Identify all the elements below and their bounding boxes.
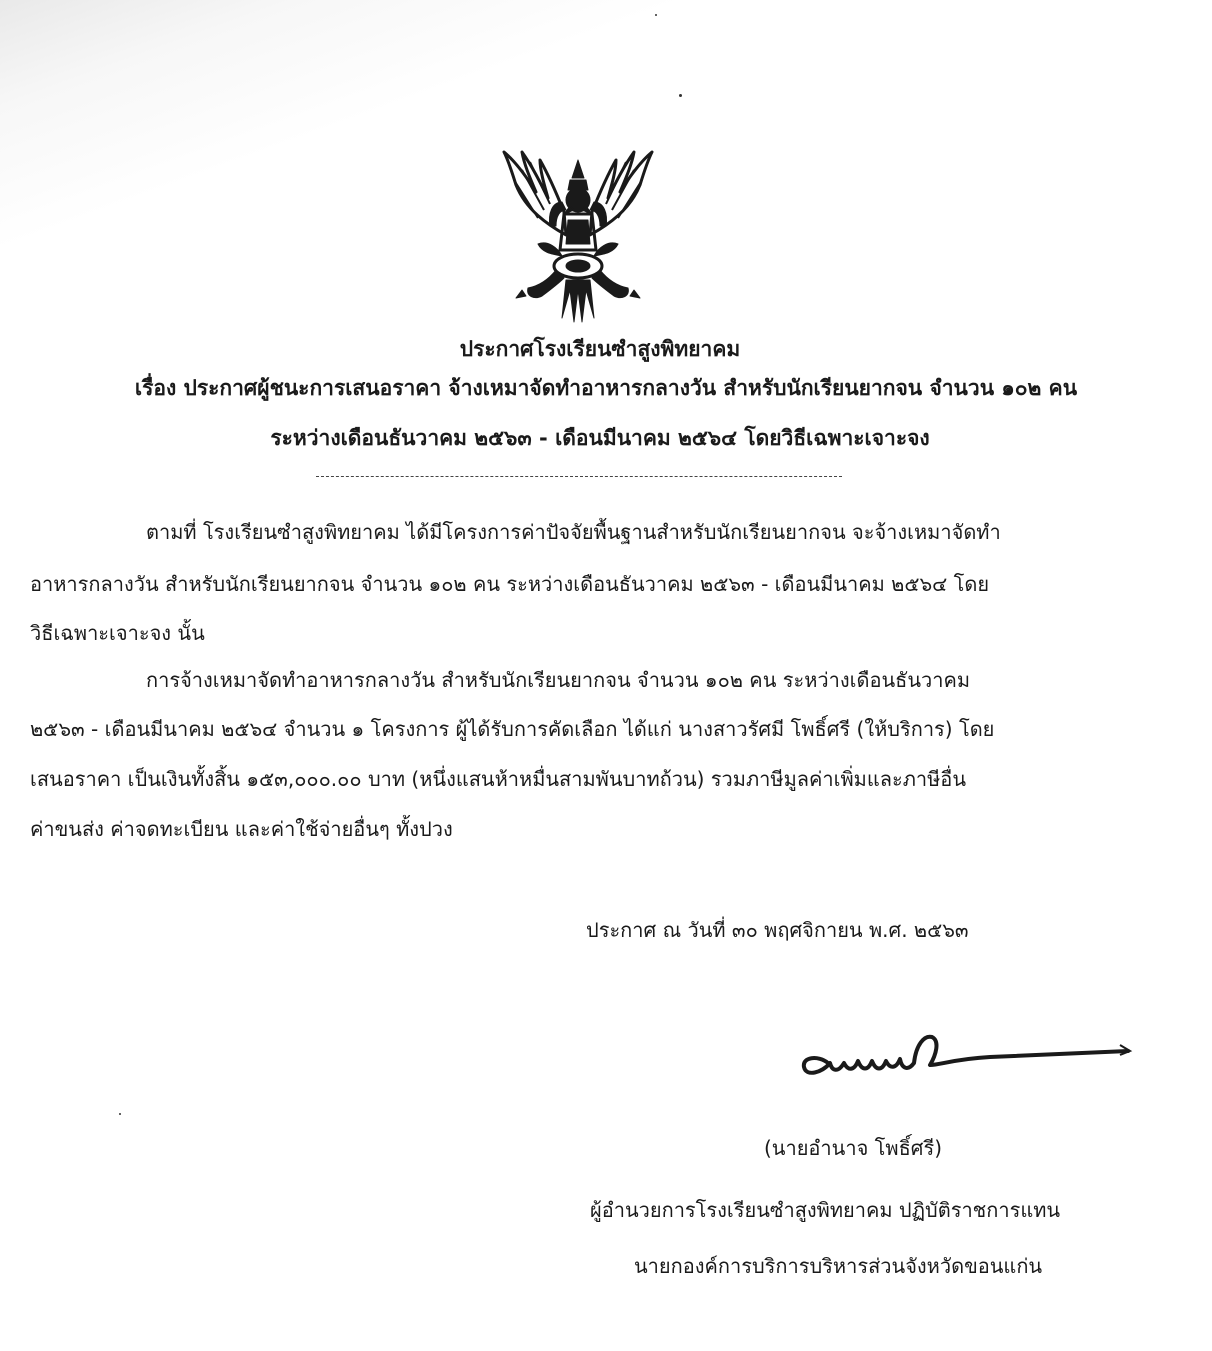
handwritten-signature bbox=[790, 1025, 1135, 1095]
signer-name: (นายอำนาจ โพธิ์ศรี) bbox=[764, 1136, 943, 1160]
paragraph-2-line-3: เสนอราคา เป็นเงินทั้งสิ้น ๑๕๓,๐๐๐.๐๐ บาท (หนึ่งแสนห้าหมื่นสามพันบาทถ้วน) รวมภาษีมูลค่าเพิ่มและภาษีอื่น bbox=[30, 767, 966, 791]
document-subject-line-1: เรื่อง ประกาศผู้ชนะการเสนอราคา จ้างเหมาจัดทำอาหารกลางวัน สำหรับนักเรียนยากจน จำนวน ๑๐๒ คน bbox=[134, 376, 1078, 400]
paragraph-1-line-1: ตามที่ โรงเรียนซำสูงพิทยาคม ได้มีโครงการค่าปัจจัยพื้นฐานสำหรับนักเรียนยากจน จะจ้างเหมาจัดทำ bbox=[146, 520, 1001, 544]
paper-speck bbox=[679, 94, 682, 97]
garuda-emblem-icon bbox=[478, 140, 678, 340]
paragraph-2-line-4: ค่าขนส่ง ค่าจดทะเบียน และค่าใช้จ่ายอื่นๆ ทั้งปวง bbox=[30, 817, 453, 841]
signer-position-line-1: ผู้อำนวยการโรงเรียนซำสูงพิทยาคม ปฏิบัติราชการแทน bbox=[590, 1198, 1061, 1222]
paragraph-2-line-2: ๒๕๖๓ - เดือนมีนาคม ๒๕๖๔ จำนวน ๑ โครงการ ผู้ได้รับการคัดเลือก ได้แก่ นางสาวรัศมี โพธิ์ศรี (ให้บริการ) โดย bbox=[30, 717, 995, 741]
paragraph-2-line-1: การจ้างเหมาจัดทำอาหารกลางวัน สำหรับนักเรียนยากจน จำนวน ๑๐๒ คน ระหว่างเดือนธันวาคม bbox=[146, 668, 971, 692]
document-title: ประกาศโรงเรียนซำสูงพิทยาคม bbox=[459, 337, 741, 361]
announce-date: ประกาศ ณ วันที่ ๓๐ พฤศจิกายน พ.ศ. ๒๕๖๓ bbox=[586, 918, 969, 942]
paper-speck bbox=[655, 14, 657, 16]
paragraph-1-line-2: อาหารกลางวัน สำหรับนักเรียนยากจน จำนวน ๑๐๒ คน ระหว่างเดือนธันวาคม ๒๕๖๓ - เดือนมีนาคม ๒๕๖๔ โดย bbox=[30, 572, 990, 596]
paragraph-1-line-3: วิธีเฉพาะเจาะจง นั้น bbox=[30, 621, 205, 645]
paper-speck bbox=[119, 1113, 121, 1115]
document-subject-line-2: ระหว่างเดือนธันวาคม ๒๕๖๓ - เดือนมีนาคม ๒๕๖๔ โดยวิธีเฉพาะเจาะจง bbox=[270, 426, 930, 450]
section-divider bbox=[316, 476, 842, 477]
signer-position-line-2: นายกองค์การบริการบริหารส่วนจังหวัดขอนแก่น bbox=[634, 1254, 1043, 1278]
